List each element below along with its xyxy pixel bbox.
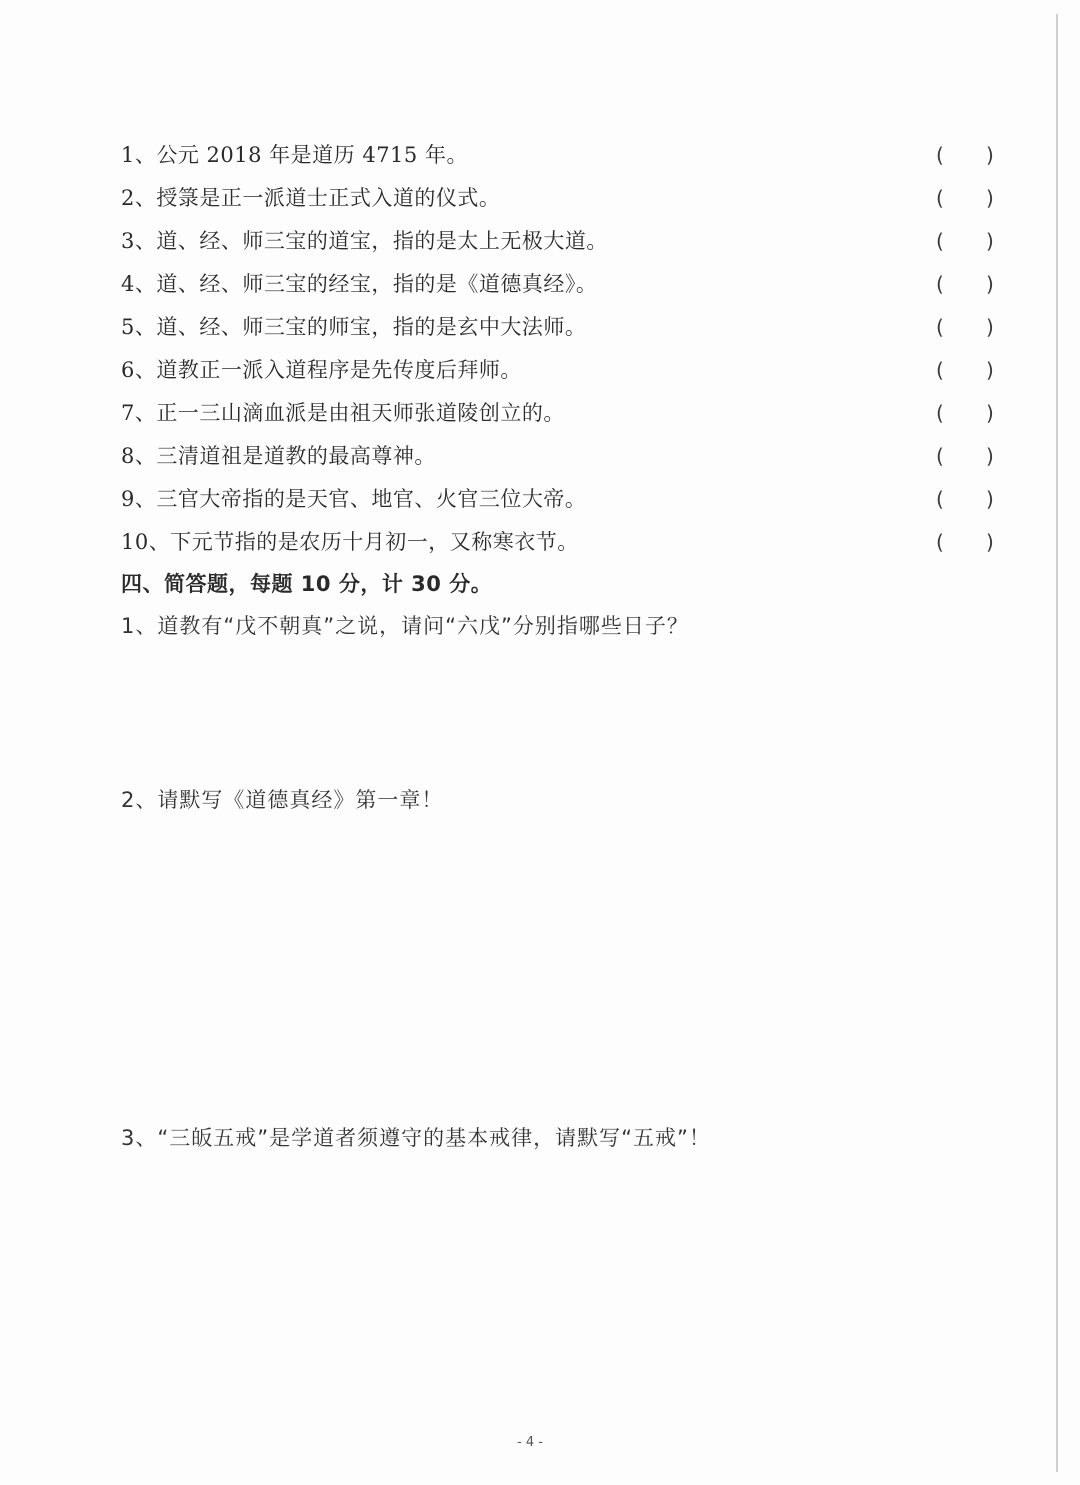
answer-blank[interactable] bbox=[936, 481, 996, 517]
answer-blank[interactable] bbox=[936, 223, 996, 259]
open-paren: ( bbox=[936, 487, 945, 511]
answer-blank[interactable] bbox=[936, 266, 996, 302]
short-answer-question: 2、请默写《道德真经》第一章！ bbox=[121, 788, 444, 812]
open-paren: ( bbox=[936, 186, 945, 210]
open-paren: ( bbox=[936, 401, 945, 425]
open-paren: ( bbox=[936, 444, 945, 468]
short-answer-question: 1、道教有“戊不朝真”之说，请问“六戊”分别指哪些日子？ bbox=[121, 614, 689, 638]
statement-text: 1、公元 2018 年是道历 4715 年。 bbox=[121, 143, 468, 167]
close-paren: ) bbox=[986, 272, 995, 296]
close-paren: ) bbox=[986, 186, 995, 210]
true-false-item bbox=[121, 481, 1020, 517]
statement-text: 3、道、经、师三宝的道宝，指的是太上无极大道。 bbox=[121, 229, 608, 253]
answer-blank[interactable] bbox=[936, 438, 996, 474]
true-false-item bbox=[121, 223, 1020, 259]
true-false-item bbox=[121, 137, 1020, 173]
true-false-item bbox=[121, 266, 1020, 302]
true-false-item bbox=[121, 395, 1020, 431]
statement-text: 6、道教正一派入道程序是先传度后拜师。 bbox=[121, 358, 522, 382]
answer-blank[interactable] bbox=[936, 352, 996, 388]
answer-area[interactable] bbox=[121, 650, 1020, 775]
open-paren: ( bbox=[936, 229, 945, 253]
close-paren: ) bbox=[986, 229, 995, 253]
close-paren: ) bbox=[986, 487, 995, 511]
open-paren: ( bbox=[936, 315, 945, 339]
close-paren: ) bbox=[986, 315, 995, 339]
open-paren: ( bbox=[936, 530, 945, 554]
close-paren: ) bbox=[986, 358, 995, 382]
statement-text: 8、三清道祖是道教的最高尊神。 bbox=[121, 444, 436, 468]
close-paren: ) bbox=[986, 143, 995, 167]
open-paren: ( bbox=[936, 358, 945, 382]
open-paren: ( bbox=[936, 272, 945, 296]
statement-text: 4、道、经、师三宝的经宝，指的是《道德真经》。 bbox=[121, 272, 598, 296]
true-false-item bbox=[121, 352, 1020, 388]
true-false-item bbox=[121, 438, 1020, 474]
true-false-item bbox=[121, 180, 1020, 216]
statement-text: 7、正一三山滴血派是由祖天师张道陵创立的。 bbox=[121, 401, 565, 425]
answer-blank[interactable] bbox=[936, 137, 996, 173]
answer-blank[interactable] bbox=[936, 395, 996, 431]
open-paren: ( bbox=[936, 143, 945, 167]
close-paren: ) bbox=[986, 401, 995, 425]
statement-text: 2、授箓是正一派道士正式入道的仪式。 bbox=[121, 186, 501, 210]
answer-blank[interactable] bbox=[936, 180, 996, 216]
true-false-item bbox=[121, 524, 1020, 560]
answer-blank[interactable] bbox=[936, 309, 996, 345]
close-paren: ) bbox=[986, 530, 995, 554]
statement-text: 9、三官大帝指的是天官、地官、火官三位大帝。 bbox=[121, 487, 587, 511]
answer-area[interactable] bbox=[121, 1162, 1020, 1422]
close-paren: ) bbox=[986, 444, 995, 468]
answer-blank[interactable] bbox=[936, 524, 996, 560]
statement-text: 10、下元节指的是农历十月初一，又称寒衣节。 bbox=[121, 530, 579, 554]
section-heading: 四、简答题，每题 10 分，计 30 分。 bbox=[121, 572, 493, 596]
short-answer-question: 3、“三皈五戒”是学道者须遵守的基本戒律，请默写“五戒”！ bbox=[121, 1126, 711, 1150]
answer-area[interactable] bbox=[121, 824, 1020, 1109]
true-false-item bbox=[121, 309, 1020, 345]
page-number: - 4 - bbox=[517, 1435, 543, 1450]
statement-text: 5、道、经、师三宝的师宝，指的是玄中大法师。 bbox=[121, 315, 587, 339]
page-edge-rule bbox=[1056, 14, 1058, 1472]
